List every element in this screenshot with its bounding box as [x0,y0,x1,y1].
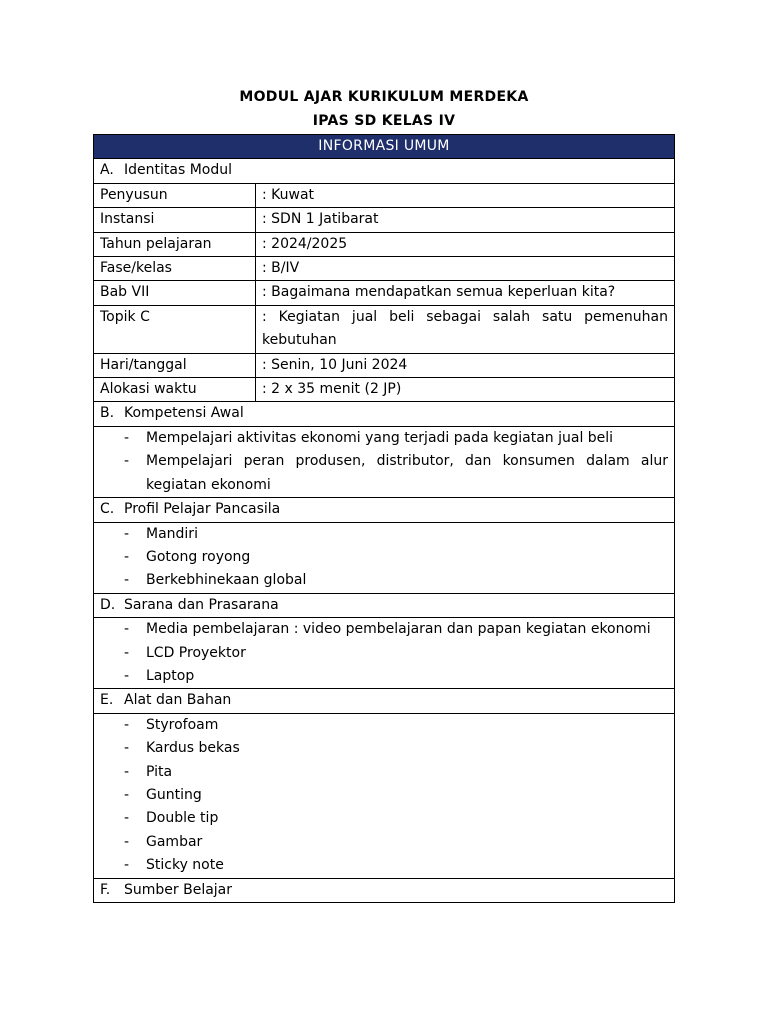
list-item-text: Mempelajari peran produsen, distributor, dan konsumen dalam alur kegiatan ekonomi [146,453,668,493]
list-item-text: Pita [146,763,173,780]
dash-bullet: - [124,429,130,446]
list-item-text: Mempelajari aktivitas ekonomi yang terjadi pada kegiatan jual beli [146,429,614,446]
list-item-text: Kardus bekas [146,740,240,757]
section-b-heading [94,402,675,426]
profil-list [94,522,675,593]
list-item [100,831,668,854]
identity-row-penyusun [94,183,675,207]
list-item-text: Berkebhinekaan global [146,572,307,589]
dash-bullet: - [124,453,130,470]
list-item-text: Gunting [146,786,202,803]
identity-row-instansi [94,208,675,232]
dash-bullet: - [124,644,130,661]
table-header-row [94,135,675,159]
list-item [100,569,668,592]
identity-value: : Bagaimana mendapatkan semua keperluan kita? [256,281,675,305]
list-item [100,784,668,807]
identity-row-bab [94,281,675,305]
section-a-row [94,159,675,183]
section-letter: D. [100,596,116,613]
section-title: Sumber Belajar [124,881,233,898]
dash-bullet: - [124,857,130,874]
kompetensi-list-row [94,426,675,497]
list-item [100,450,668,497]
section-letter: F. [100,881,111,898]
identity-row-alokasi [94,378,675,402]
dash-bullet: - [124,833,130,850]
identity-value: : Kegiatan jual beli sebagai salah satu pemenuhan kebutuhan [256,305,675,353]
dash-bullet: - [124,525,130,542]
section-letter: E. [100,692,114,709]
section-a-heading [94,159,675,183]
identity-value: : B/IV [256,257,675,281]
identity-label: Tahun pelajaran [94,232,256,256]
section-e-row [94,689,675,713]
section-c-row [94,498,675,522]
identity-label: Penyusun [94,183,256,207]
section-letter: C. [100,501,115,518]
identity-row-hari [94,353,675,377]
list-item [100,737,668,760]
list-item [100,714,668,737]
section-d-row [94,593,675,617]
dash-bullet: - [124,810,130,827]
identity-label: Bab VII [94,281,256,305]
section-title: Kompetensi Awal [124,405,244,422]
profil-list-row [94,522,675,593]
list-item [100,523,668,546]
identity-value: : 2 x 35 menit (2 JP) [256,378,675,402]
list-item-text: Sticky note [146,857,224,874]
section-letter: B. [100,405,115,422]
list-item-text: Double tip [146,810,219,827]
identity-label: Instansi [94,208,256,232]
list-item [100,546,668,569]
dash-bullet: - [124,548,130,565]
list-item-text: Laptop [146,667,195,684]
section-f-row [94,878,675,902]
kompetensi-list [94,426,675,497]
list-item [100,427,668,450]
list-item [100,854,668,877]
section-title: Sarana dan Prasarana [124,596,279,613]
document-subtitle: IPAS SD KELAS IV [312,113,456,129]
identity-row-fase [94,257,675,281]
alat-bahan-list-row [94,713,675,878]
list-item-text: Media pembelajaran : video pembelajaran dan papan kegiatan ekonomi [146,621,651,638]
list-item-text: Mandiri [146,525,198,542]
list-item [100,807,668,830]
dash-bullet: - [124,786,130,803]
identity-value: : Kuwat [256,183,675,207]
section-title: Profil Pelajar Pancasila [124,501,281,518]
identity-label: Topik C [94,305,256,353]
identity-value: : Senin, 10 Juni 2024 [256,353,675,377]
list-item [100,618,668,641]
alat-bahan-list [94,713,675,878]
list-item [100,642,668,665]
section-letter: A. [100,162,114,179]
list-item-text: Gotong royong [146,548,251,565]
section-f-heading [94,878,675,902]
section-e-heading [94,689,675,713]
list-item-text: Gambar [146,833,203,850]
identity-value: : SDN 1 Jatibarat [256,208,675,232]
module-info-table [93,134,675,903]
section-d-heading [94,593,675,617]
table-header: INFORMASI UMUM [94,135,675,159]
dash-bullet: - [124,740,130,757]
identity-row-tahun [94,232,675,256]
identity-label: Alokasi waktu [94,378,256,402]
identity-label: Hari/tanggal [94,353,256,377]
identity-value: : 2024/2025 [256,232,675,256]
section-title: Identitas Modul [124,162,232,179]
sarana-list [94,618,675,689]
dash-bullet: - [124,621,130,638]
dash-bullet: - [124,716,130,733]
dash-bullet: - [124,667,130,684]
dash-bullet: - [124,763,130,780]
list-item [100,761,668,784]
document-title: MODUL AJAR KURIKULUM MERDEKA [239,89,529,105]
section-title: Alat dan Bahan [124,692,232,709]
section-b-row [94,402,675,426]
list-item [100,665,668,688]
sarana-list-row [94,618,675,689]
identity-row-topik [94,305,675,353]
section-c-heading [94,498,675,522]
dash-bullet: - [124,572,130,589]
list-item-text: LCD Proyektor [146,644,246,661]
list-item-text: Styrofoam [146,716,219,733]
identity-label: Fase/kelas [94,257,256,281]
